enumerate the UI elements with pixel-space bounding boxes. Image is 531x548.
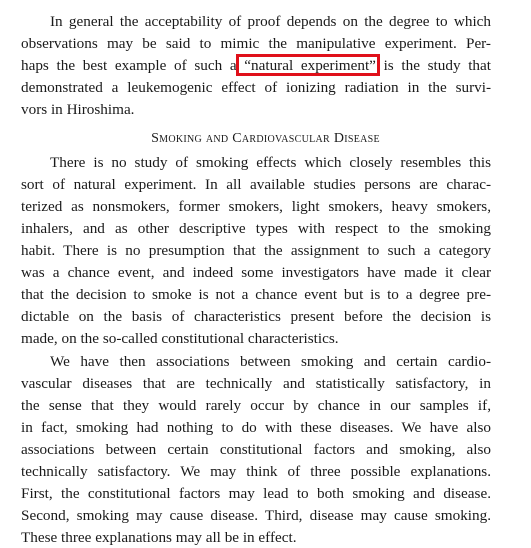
paragraph-3-line-7: First, the constitutional factors may lead to both smoking and disease. [21, 485, 491, 503]
paragraph-3-line-6: technically satisfactory. We may think of three possible explanations. [21, 463, 491, 480]
paragraph-3-line-5: associations between certain constitutional factors and smoking, also [21, 440, 491, 458]
paragraph-3-line-9: These three explanations may all be in effect. [21, 529, 297, 547]
paragraph-2-line-4: inhalers, and as other descriptive types with respect to the smoking [21, 219, 491, 237]
paragraph-1-line-1: In general the acceptability of proof depends on the degree to which [50, 13, 491, 30]
paragraph-2-line-9: made, on the so-called constitutional characteristics. [21, 330, 339, 348]
paragraph-3-line-4: in fact, smoking had nothing to do with these diseases. We have also [21, 418, 491, 436]
section-heading: Smoking and Cardiovascular Disease [151, 130, 380, 146]
paragraph-1-line-2: observations may be said to mimic the manipulative experiment. Per- [21, 35, 491, 53]
paragraph-1-line-5: vors in Hiroshima. [21, 101, 135, 119]
paragraph-2-line-1: There is no study of smoking effects which closely resembles this [50, 153, 491, 171]
paragraph-2-line-8: dictable on the basis of characteristics present before the decision is [21, 308, 491, 326]
highlight-box [236, 54, 380, 76]
paragraph-3-line-8: Second, smoking may cause disease. Third, disease may cause smoking. [21, 507, 491, 525]
paragraph-2-line-5: habit. There is no presumption that the assignment to such a category [21, 242, 491, 259]
paragraph-1-line-3: haps the best example of such a “natural experiment” is the study that [21, 57, 491, 75]
paragraph-3-line-2: vascular diseases that are technically and statistically satisfactory, in [21, 374, 491, 392]
paragraph-2-line-7: that the decision to smoke is not a chance event but is to a degree pre- [21, 286, 491, 304]
paragraph-2-line-6: was a chance event, and indeed some investigators have made it clear [21, 264, 491, 282]
paragraph-2-line-3: terized as nonsmokers, former smokers, light smokers, heavy smokers, [21, 197, 491, 215]
paragraph-3-line-3: the sense that they would rarely occur by chance in our samples if, [21, 396, 491, 414]
paragraph-2-line-2: sort of natural experiment. In all available studies persons are charac- [21, 175, 491, 193]
paragraph-1-line-4: demonstrated a leukemogenic effect of ionizing radiation in the survi- [21, 79, 491, 97]
paragraph-3-line-1: We have then associations between smoking and certain cardio- [50, 352, 491, 370]
